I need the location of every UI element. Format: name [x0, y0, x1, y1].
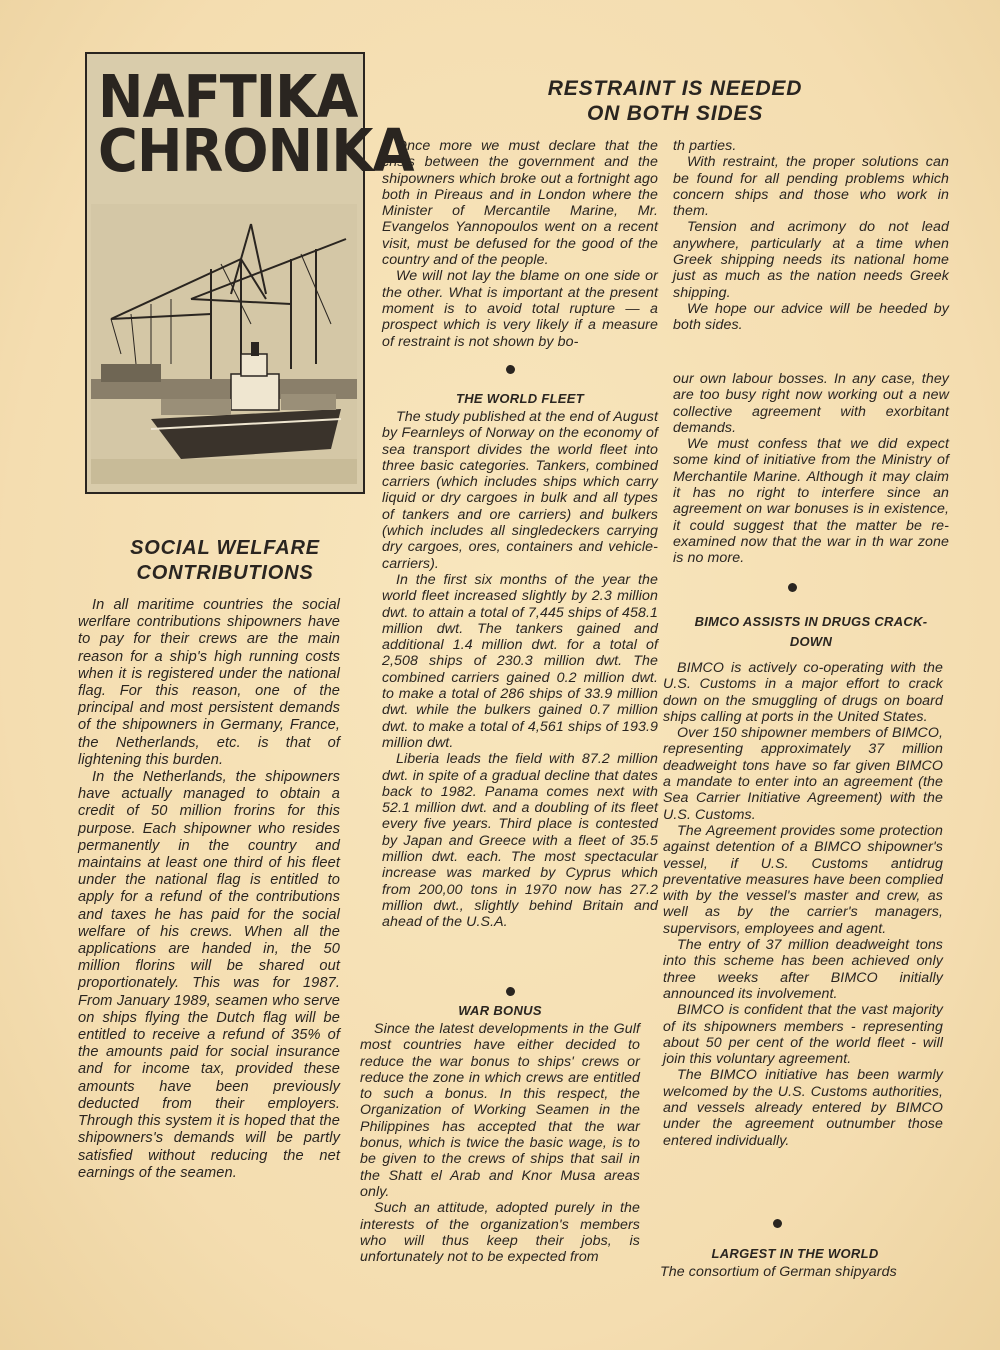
editorial-title-line-1: RESTRAINT IS NEEDED: [547, 77, 803, 100]
editorial-paragraph: Once more we must declare that the crisis between the government and the shipowners which broke out a fortnight ago both in Pireaus and in London where the Minister of Mercantile Marine, Mr. Evangelos Yannopoulos went on a recent visit, must be defused for the good of the country and of the people.: [382, 138, 658, 269]
largest-paragraph: The consortium of German shipyards: [660, 1264, 897, 1280]
editorial-title-line-2: ON BOTH SIDES: [586, 102, 764, 125]
bimco-paragraph: The BIMCO initiative has been warmly welcomed by the U.S. Customs authorities, and vessels already entered by BIMCO under the agreement outnumber those entered individually.: [663, 1067, 943, 1149]
bimco-paragraph: BIMCO is confident that the vast majority of its shipowners members - representing about 50 per cent of the world fleet - will join this voluntary agreement.: [663, 1002, 943, 1068]
bullet-icon: [788, 583, 797, 592]
bimco-title-line-2: DOWN: [789, 634, 833, 649]
war-bonus-paragraph: Since the latest developments in the Gulf most countries have either decided to reduce the war bonus to ships' crews or reduce the zone in which crews are entitled to such a bonus. In this respect, the Organization of Working Seamen in the Philippines has accepted that the war bonus, which is twice the basic wage, is to be given to the crews of ships that sail in the Shatt el Arab and Knor Musa areas only.: [360, 1021, 640, 1200]
editorial-paragraph: We will not lay the blame on one side or the other. What is important at the present moment is to avoid total rupture — a prospect which is very likely if a measure of restraint is not shown by bo-: [382, 268, 658, 350]
social-welfare-body: [78, 597, 340, 1182]
masthead-line-1: NAFTIKA: [98, 62, 358, 131]
world-fleet-paragraph: Liberia leads the field with 87.2 million dwt. in spite of a gradual decline that dates back to 1982. Panama comes next with 52.1 million dwt. and a doubling of its fleet every five years. Third place is contested by Japan and Greece with a fleet of 35.5 million dwt. each. The most spectacular increase was marked by Cyprus which from 200,00 tons in 1970 now has 27.2 million dwt., slightly behind Britain and ahead of the U.S.A.: [382, 751, 658, 931]
social-welfare-headline: [90, 536, 360, 586]
editorial-column-1: [382, 138, 658, 350]
masthead-title: [87, 62, 414, 185]
masthead-box: [85, 52, 414, 494]
world-fleet-section: [382, 391, 658, 931]
social-paragraph: In the Netherlands, the shipowners have actually managed to obtain a credit of 50 million frorins for this purpose. Each shipowner who resides permanently in the country and maintains at least one third of his fleet under the national flag is entitled to apply for a refund of the contributions and taxes he has paid for the social welfare of his crews. When all the applications are handed in, the 50 million florins will be shared out proportionately. This was for 1987. From January 1989, seamen who serve on ships flying the Dutch flag will be entitled to receive a refund of 35% of the amounts paid for social insurance and for income tax, provided these amounts have been previously deducted from their employers. Through this system it is hoped that the shipowners's demands will be partly satisfied without reducing the net earnings of the seamen.: [78, 769, 340, 1181]
masthead-line-2: CHRONIKA: [98, 116, 414, 185]
editorial-headline: [515, 76, 835, 126]
bullet-icon: [506, 987, 515, 996]
social-title-line-1: SOCIAL WELFARE: [130, 537, 320, 559]
largest-section: [660, 1246, 930, 1280]
largest-title: LARGEST IN THE WORLD: [711, 1246, 879, 1261]
world-fleet-paragraph: The study published at the end of August by Fearnleys of Norway on the economy of sea transport divides the world fleet into three basic categories. Tankers, combined carriers (which includes ships which carry liquid or dry cargoes in bulk and all types of tankers and ore carriers) and bulkers (which includes all singledeckers carrying dry cargoes, ores, containers and vehicle-carriers).: [382, 409, 658, 572]
war-bonus-section: [360, 1003, 640, 1265]
editorial-column-2: [673, 138, 949, 334]
world-fleet-title: THE WORLD FLEET: [456, 391, 584, 406]
war-bonus-title: WAR BONUS: [458, 1003, 542, 1018]
war-bonus-paragraph: Such an attitude, adopted purely in the interests of the organization's members who will thus keep their jobs, is unfortunately not to be expected from: [360, 1200, 640, 1266]
bimco-title-line-1: BIMCO ASSISTS IN DRUGS CRACK-: [694, 614, 928, 629]
world-fleet-paragraph: In the first six months of the year the world fleet increased slightly by 2.3 million dwt. to attain a total of 7,445 ships of 458.1 million dwt. The tankers gained and additional 1.4 million dwt. for a total of 2,508 ships of 230.3 million dwt. The combined carriers gained 0.2 million dwt. to make a total of 286 ships of 33.9 million dwt. while the bulkers gained 0.7 million dwt. to make a total of 4,561 ships of 193.9 million dwt.: [382, 571, 658, 751]
cargo-ship-crane-icon: [91, 204, 357, 484]
bimco-paragraph: The Agreement provides some protection against detention of a BIMCO shipowner's vessel, if U.S. Customs antidrug preventative measures have been complied with by the vessel's master and crew, as well as by the carrier's managers, supervisors, employees and agent.: [663, 822, 943, 937]
bimco-paragraph: The entry of 37 million deadweight tons into this scheme has been achieved only three weeks after BIMCO initially announced its involvement.: [663, 937, 943, 1002]
war-bonus-continuation: [673, 371, 949, 567]
editorial-paragraph: th parties.: [673, 138, 737, 154]
social-title-line-2: CONTRIBUTIONS: [136, 562, 314, 584]
bullet-icon: [506, 365, 515, 374]
war-bonus-paragraph: our own labour bosses. In any case, they are too busy right now working out a new collective agreement with exorbitant demands.: [673, 371, 949, 436]
social-paragraph: In all maritime countries the social werlfare contributions shipowners have to pay for their crews are the main reason for a ship's high running costs when it is registered under the national flag. For this reason, one of the principal and most persistent demands of the shipowners in Germany, France, the Netherlands, etc. is that of lightening this burden.: [78, 597, 340, 768]
bimco-paragraph: BIMCO is actively co-operating with the U.S. Customs in a major effort to crack down on the smuggling of drugs on board ships calling at ports in the United States.: [663, 660, 943, 725]
war-bonus-paragraph: We must confess that we did expect some kind of initiative from the Ministry of Merchantile Marine. Although it may claim it has no right to interfere since an agreement on war bonuses is in existence, it could suggest that the matter be re-examined now that the war in th war zone is no more.: [673, 436, 949, 567]
bimco-paragraph: Over 150 shipowner members of BIMCO, representing approximately 37 million deadweight tons have so far given BIMCO a mandate to enter into an agreement (the Sea Carrier Initiative Agreement) with the U.S. Customs.: [663, 725, 943, 823]
editorial-paragraph: Tension and acrimony do not lead anywhere, particularly at a time when Greek shipping needs its national home just as much as the nation needs Greek shipping.: [673, 219, 949, 301]
bimco-section: [668, 612, 954, 660]
bimco-body: [663, 660, 943, 1149]
editorial-paragraph: With restraint, the proper solutions can be found for all pending problems which concern ships and those who work in them.: [673, 154, 949, 220]
bullet-icon: [773, 1219, 782, 1228]
editorial-paragraph: We hope our advice will be heeded by both sides.: [673, 300, 949, 334]
